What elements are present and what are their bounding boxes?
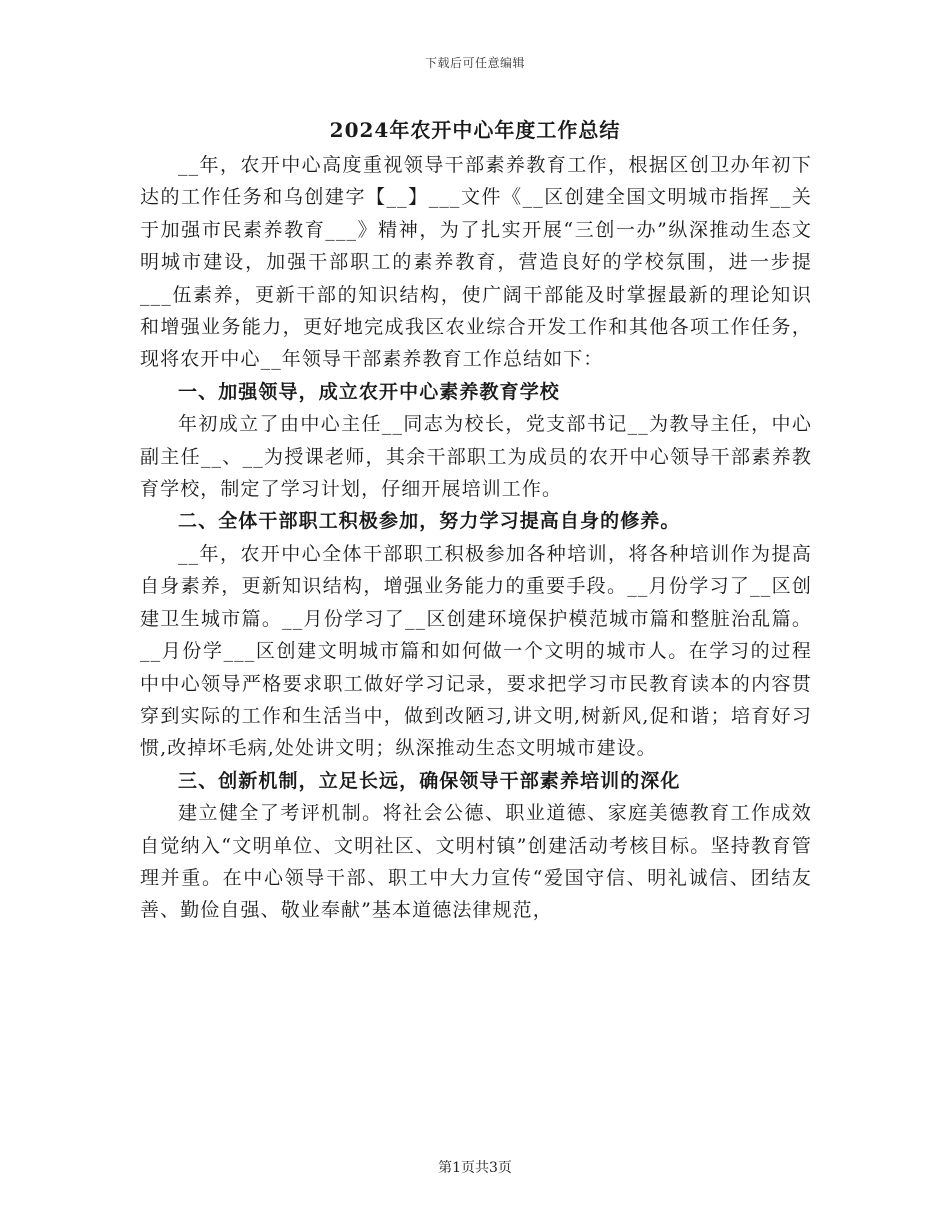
- section-heading-3: 三、创新机制，立足长远，确保领导干部素养培训的深化: [178, 769, 681, 792]
- section-paragraph-2: __年，农开中心全体干部职工积极参加各种培训，将各种培训作为提高自身素养，更新知识结构，增强业务能力的重要手段。__月份学习了__区创建卫生城市篇。__月份学习了__区创建环境保护模范城市篇和整脏治乱篇。__月份学___区创建文明城市篇和如何做一个文明的城市人。在学习的过程中中心领导严格要求职工做好学习记录，要求把学习市民教育读本的内容贯穿到实际的工作和生活当中，做到改陋习,讲文明,树新风,促和谐；培育好习惯,改掉坏毛病,处处讲文明；纵深推动生态文明城市建设。: [140, 542, 812, 760]
- section-heading-2: 二、全体干部职工积极参加，努力学习提高自身的修养。: [178, 510, 681, 533]
- intro-paragraph: __年，农开中心高度重视领导干部素养教育工作，根据区创卫办年初下达的工作任务和乌创建字【__】___文件《__区创建全国文明城市指挥__关于加强市民素养教育___》精神，为了扎实开展“三创一办”纵深推动生态文明城市建设，加强干部职工的素养教育，营造良好的学校氛围，进一步提___伍素养，更新干部的知识结构，使广阔干部能及时掌握最新的理论知识和增强业务能力，更好地完成我区农业综合开发工作和其他各项工作任务，现将农开中心__年领导干部素养教育工作总结如下：: [140, 154, 812, 371]
- section-heading-1: 一、加强领导，成立农开中心素养教育学校: [178, 380, 560, 403]
- section-paragraph-1: 年初成立了由中心主任__同志为校长，党支部书记__为教导主任，中心副主任__、__为授课老师，其余干部职工为成员的农开中心领导干部素养教育学校，制定了学习计划，仔细开展培训工作。: [140, 413, 812, 501]
- page-number: 第1页共3页: [438, 1160, 512, 1176]
- section-paragraph-3: 建立健全了考评机制。将社会公德、职业道德、家庭美德教育工作成效自觉纳入“文明单位、文明社区、文明村镇”创建活动考核目标。坚持教育管理并重。在中心领导干部、职工中大力宣传“爱国守信、明礼诚信、团结友善、勤俭自强、敬业奉献”基本道德法律规范，: [140, 802, 812, 922]
- document-body: [140, 149, 812, 927]
- document-title: 2024年农开中心年度工作总结: [329, 118, 621, 142]
- page-header-note: 下载后可任意编辑: [424, 56, 525, 70]
